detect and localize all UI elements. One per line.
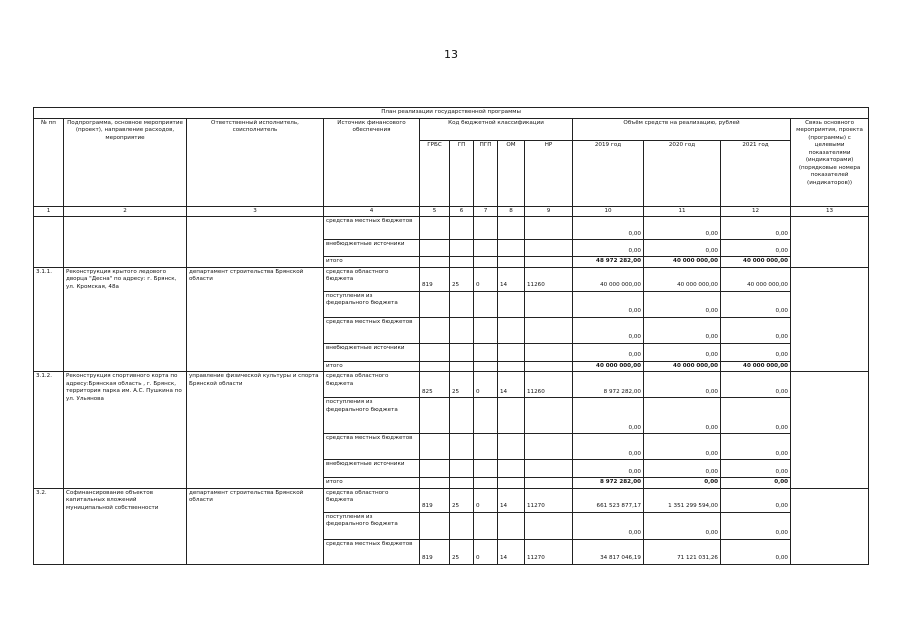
value-2019: 8 972 282,00 (573, 372, 644, 398)
code-gp: 25 (450, 372, 474, 398)
value-2020: 0,00 (644, 317, 721, 343)
total-2020: 40 000 000,00 (644, 257, 721, 268)
value-2020: 0,00 (644, 460, 721, 478)
value-2019: 0,00 (573, 291, 644, 317)
code-grbs: 819 (420, 539, 450, 564)
value-2020: 40 000 000,00 (644, 267, 721, 291)
value-2021: 0,00 (721, 217, 791, 240)
header-om: ОМ (498, 140, 525, 206)
value-2021: 0,00 (721, 398, 791, 434)
code-om: 14 (498, 539, 525, 564)
link-cell (791, 217, 869, 268)
header-pgp: ПГП (474, 140, 498, 206)
header-executor: Ответственный исполнитель, соисполнитель (187, 118, 324, 206)
source-cell: внебюджетные источники (324, 343, 420, 361)
code-pgp: 0 (474, 267, 498, 291)
source-cell: внебюджетные источники (324, 460, 420, 478)
item-name: Реконструкция крытого ледового дворца "Десна" по адресу: г. Брянск, ул. Кромская, 48а (64, 267, 187, 372)
col-number: 6 (450, 206, 474, 217)
item-executor: департамент строительства Брянской области (187, 267, 324, 372)
code-nr: 11260 (525, 267, 573, 291)
value-2019: 0,00 (573, 343, 644, 361)
item-number: 3.2. (34, 488, 64, 564)
item-executor: департамент строительства Брянской области (187, 488, 324, 564)
value-2019: 0,00 (573, 240, 644, 257)
table-title: План реализации государственной программы (34, 108, 869, 119)
total-2019: 40 000 000,00 (573, 361, 644, 372)
item-name: Реконструкция спортивного корта по адресу:Брянская область , г. Брянск, территория парка им. А.С. Пушкина по ул. Ульянова (64, 372, 187, 489)
value-2021: 0,00 (721, 512, 791, 539)
code-gp: 25 (450, 267, 474, 291)
source-cell: внебюджетные источники (324, 240, 420, 257)
code-om: 14 (498, 372, 525, 398)
link-cell (791, 488, 869, 564)
page-number: 13 (444, 48, 458, 61)
col-number: 7 (474, 206, 498, 217)
header-subprogram: Подпрограмма, основное мероприятие (проект), направление расходов, мероприятие (64, 118, 187, 206)
code-gp: 25 (450, 539, 474, 564)
total-2021: 40 000 000,00 (721, 257, 791, 268)
source-cell: поступления из федерального бюджета (324, 512, 420, 539)
header-grbs: ГРБС (420, 140, 450, 206)
total-2021: 40 000 000,00 (721, 361, 791, 372)
table-row (34, 267, 869, 291)
value-2019: 0,00 (573, 460, 644, 478)
value-2019: 0,00 (573, 317, 644, 343)
value-2021: 0,00 (721, 372, 791, 398)
col-number: 13 (791, 206, 869, 217)
header-2020: 2020 год (644, 140, 721, 206)
code-grbs: 825 (420, 372, 450, 398)
code-nr: 11270 (525, 539, 573, 564)
source-cell: средства местных бюджетов (324, 434, 420, 460)
header-budget-code: Код бюджетной классификации (420, 118, 573, 140)
value-2020: 0,00 (644, 343, 721, 361)
value-2019: 0,00 (573, 512, 644, 539)
total-2019: 8 972 282,00 (573, 478, 644, 489)
value-2020: 0,00 (644, 217, 721, 240)
col-number: 9 (525, 206, 573, 217)
header-2019: 2019 год (573, 140, 644, 206)
value-2019: 0,00 (573, 217, 644, 240)
implementation-plan-table (33, 107, 869, 565)
value-2019: 34 817 046,19 (573, 539, 644, 564)
header-no: № пп (34, 118, 64, 206)
value-2020: 0,00 (644, 240, 721, 257)
value-2020: 0,00 (644, 291, 721, 317)
item-executor: управление физической культуры и спорта Брянской области (187, 372, 324, 489)
source-cell: поступления из федерального бюджета (324, 398, 420, 434)
code-grbs: 819 (420, 488, 450, 512)
value-2020: 1 351 299 594,00 (644, 488, 721, 512)
value-2021: 0,00 (721, 434, 791, 460)
col-number: 12 (721, 206, 791, 217)
source-cell: средства областного бюджета (324, 488, 420, 512)
col-number: 11 (644, 206, 721, 217)
value-2021: 0,00 (721, 317, 791, 343)
header-nr: НР (525, 140, 573, 206)
value-2020: 71 121 031,26 (644, 539, 721, 564)
value-2019: 0,00 (573, 398, 644, 434)
col-number: 10 (573, 206, 644, 217)
value-2021: 0,00 (721, 240, 791, 257)
total-label: итого (324, 257, 420, 268)
table-row (34, 372, 869, 398)
value-2021: 0,00 (721, 460, 791, 478)
total-2021: 0,00 (721, 478, 791, 489)
value-2020: 0,00 (644, 398, 721, 434)
col-number: 2 (64, 206, 187, 217)
table-row (34, 488, 869, 512)
source-cell: средства областного бюджета (324, 267, 420, 291)
item-number: 3.1.2. (34, 372, 64, 489)
code-grbs: 819 (420, 267, 450, 291)
total-2019: 48 972 282,00 (573, 257, 644, 268)
value-2021: 0,00 (721, 539, 791, 564)
value-2019: 661 523 877,17 (573, 488, 644, 512)
code-pgp: 0 (474, 488, 498, 512)
item-number: 3.1.1. (34, 267, 64, 372)
value-2021: 0,00 (721, 291, 791, 317)
value-2021: 40 000 000,00 (721, 267, 791, 291)
carry-no-cell (34, 217, 64, 268)
source-cell: средства областного бюджета (324, 372, 420, 398)
col-number: 4 (324, 206, 420, 217)
code-gp: 25 (450, 488, 474, 512)
value-2020: 0,00 (644, 512, 721, 539)
header-source: Источник финансового обеспечения (324, 118, 420, 206)
value-2020: 0,00 (644, 372, 721, 398)
col-number: 3 (187, 206, 324, 217)
header-link: Связь основного мероприятия, проекта (программы) с целевыми показателями (индикаторами) (порядковые номера показателей (индикаторов)) (791, 118, 869, 206)
value-2019: 40 000 000,00 (573, 267, 644, 291)
table-row (34, 217, 869, 240)
code-nr: 11260 (525, 372, 573, 398)
header-gp: ГП (450, 140, 474, 206)
value-2021: 0,00 (721, 488, 791, 512)
source-cell: средства местных бюджетов (324, 317, 420, 343)
header-2021: 2021 год (721, 140, 791, 206)
header-volume: Объём средств на реализацию, рублей (573, 118, 791, 140)
total-2020: 40 000 000,00 (644, 361, 721, 372)
code-pgp: 0 (474, 372, 498, 398)
source-cell: поступления из федерального бюджета (324, 291, 420, 317)
code-om: 14 (498, 488, 525, 512)
link-cell (791, 267, 869, 372)
col-number: 8 (498, 206, 525, 217)
code-nr: 11270 (525, 488, 573, 512)
code-pgp: 0 (474, 539, 498, 564)
col-number: 1 (34, 206, 64, 217)
source-cell: средства местных бюджетов (324, 539, 420, 564)
total-2020: 0,00 (644, 478, 721, 489)
carry-executor-cell (187, 217, 324, 268)
carry-name-cell (64, 217, 187, 268)
value-2019: 0,00 (573, 434, 644, 460)
value-2020: 0,00 (644, 434, 721, 460)
col-number: 5 (420, 206, 450, 217)
code-om: 14 (498, 267, 525, 291)
link-cell (791, 372, 869, 489)
source-cell: средства местных бюджетов (324, 217, 420, 240)
total-label: итого (324, 361, 420, 372)
value-2021: 0,00 (721, 343, 791, 361)
total-label: итого (324, 478, 420, 489)
item-name: Софинансирование объектов капитальных вложений муниципальной собственности (64, 488, 187, 564)
